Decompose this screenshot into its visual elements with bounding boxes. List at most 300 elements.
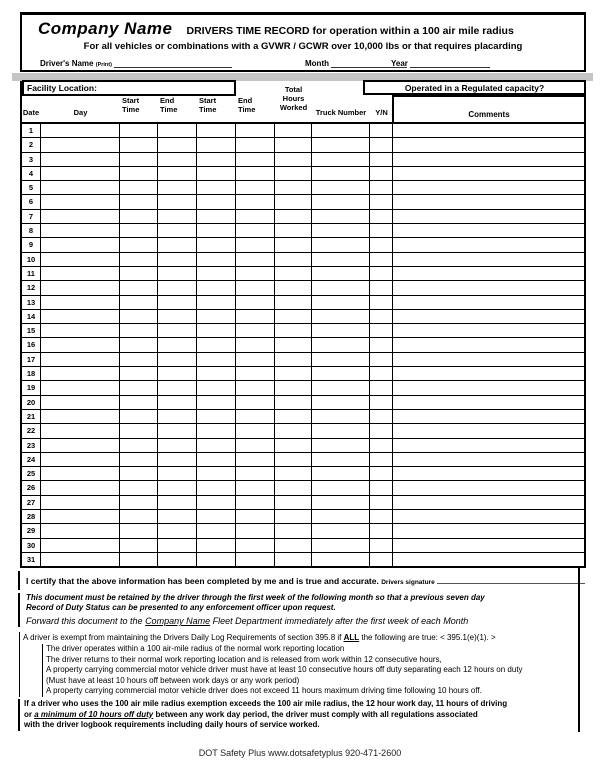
e2-entry-cell[interactable] <box>236 510 275 523</box>
certification-block <box>18 571 566 590</box>
truck-entry-cell[interactable] <box>312 524 370 537</box>
e2-entry-cell[interactable] <box>236 396 275 409</box>
s2-entry-cell[interactable] <box>197 496 236 509</box>
s2-entry-cell[interactable] <box>197 281 236 294</box>
e2-entry-cell[interactable] <box>236 224 275 237</box>
s1-entry-cell[interactable] <box>120 553 158 566</box>
date-cell: 10 <box>22 253 41 266</box>
truck-entry-cell[interactable] <box>312 467 370 480</box>
day-entry-cell[interactable] <box>41 424 120 437</box>
s2-entry-cell[interactable] <box>197 353 236 366</box>
e2-entry-cell[interactable] <box>236 324 275 337</box>
truck-entry-cell[interactable] <box>312 281 370 294</box>
total-entry-cell[interactable] <box>275 253 312 266</box>
total-entry-cell[interactable] <box>275 181 312 194</box>
s1-entry-cell[interactable] <box>120 238 158 251</box>
truck-entry-cell[interactable] <box>312 167 370 180</box>
s1-entry-cell[interactable] <box>120 496 158 509</box>
e2-entry-cell[interactable] <box>236 181 275 194</box>
total-entry-cell[interactable] <box>275 281 312 294</box>
total-entry-cell[interactable] <box>275 153 312 166</box>
comments-entry-cell[interactable] <box>393 153 584 166</box>
yn-entry-cell[interactable] <box>370 381 393 394</box>
e1-entry-cell[interactable] <box>158 481 197 494</box>
comments-entry-cell[interactable] <box>393 167 584 180</box>
comments-entry-cell[interactable] <box>393 424 584 437</box>
yn-entry-cell[interactable] <box>370 153 393 166</box>
comments-entry-cell[interactable] <box>393 195 584 208</box>
truck-entry-cell[interactable] <box>312 396 370 409</box>
day-entry-cell[interactable] <box>41 224 120 237</box>
e1-entry-cell[interactable] <box>158 138 197 151</box>
e1-entry-cell[interactable] <box>158 524 197 537</box>
e2-entry-cell[interactable] <box>236 481 275 494</box>
driver-name-input[interactable] <box>114 59 232 68</box>
total-entry-cell[interactable] <box>275 453 312 466</box>
e1-entry-cell[interactable] <box>158 253 197 266</box>
day-entry-cell[interactable] <box>41 396 120 409</box>
facility-location-box[interactable] <box>22 80 236 96</box>
e1-entry-cell[interactable] <box>158 324 197 337</box>
e2-entry-cell[interactable] <box>236 439 275 452</box>
comments-entry-cell[interactable] <box>393 181 584 194</box>
day-entry-cell[interactable] <box>41 253 120 266</box>
e2-entry-cell[interactable] <box>236 167 275 180</box>
e2-entry-cell[interactable] <box>236 210 275 223</box>
s2-entry-cell[interactable] <box>197 467 236 480</box>
truck-entry-cell[interactable] <box>312 410 370 423</box>
truck-entry-cell[interactable] <box>312 496 370 509</box>
truck-entry-cell[interactable] <box>312 210 370 223</box>
comments-entry-cell[interactable] <box>393 124 584 137</box>
truck-entry-cell[interactable] <box>312 324 370 337</box>
end-time-2-column-header: End Time <box>238 96 256 114</box>
day-entry-cell[interactable] <box>41 381 120 394</box>
day-entry-cell[interactable] <box>41 267 120 280</box>
e2-entry-cell[interactable] <box>236 381 275 394</box>
s2-entry-cell[interactable] <box>197 124 236 137</box>
total-entry-cell[interactable] <box>275 224 312 237</box>
comments-entry-cell[interactable] <box>393 224 584 237</box>
s1-entry-cell[interactable] <box>120 310 158 323</box>
yn-entry-cell[interactable] <box>370 253 393 266</box>
comments-entry-cell[interactable] <box>393 510 584 523</box>
comments-entry-cell[interactable] <box>393 353 584 366</box>
e1-entry-cell[interactable] <box>158 195 197 208</box>
truck-entry-cell[interactable] <box>312 238 370 251</box>
yn-entry-cell[interactable] <box>370 553 393 566</box>
e2-entry-cell[interactable] <box>236 253 275 266</box>
total-entry-cell[interactable] <box>275 338 312 351</box>
s2-entry-cell[interactable] <box>197 510 236 523</box>
comments-entry-cell[interactable] <box>393 439 584 452</box>
s2-entry-cell[interactable] <box>197 238 236 251</box>
e1-entry-cell[interactable] <box>158 210 197 223</box>
s1-entry-cell[interactable] <box>120 467 158 480</box>
yn-entry-cell[interactable] <box>370 524 393 537</box>
e1-entry-cell[interactable] <box>158 553 197 566</box>
e2-entry-cell[interactable] <box>236 296 275 309</box>
s1-entry-cell[interactable] <box>120 410 158 423</box>
day-entry-cell[interactable] <box>41 124 120 137</box>
day-entry-cell[interactable] <box>41 439 120 452</box>
year-input[interactable] <box>410 59 490 68</box>
comments-entry-cell[interactable] <box>393 324 584 337</box>
comments-entry-cell[interactable] <box>393 138 584 151</box>
e2-entry-cell[interactable] <box>236 467 275 480</box>
s2-entry-cell[interactable] <box>197 195 236 208</box>
total-entry-cell[interactable] <box>275 524 312 537</box>
e1-entry-cell[interactable] <box>158 238 197 251</box>
total-entry-cell[interactable] <box>275 481 312 494</box>
truck-entry-cell[interactable] <box>312 195 370 208</box>
e2-entry-cell[interactable] <box>236 539 275 552</box>
total-entry-cell[interactable] <box>275 353 312 366</box>
total-entry-cell[interactable] <box>275 396 312 409</box>
s1-entry-cell[interactable] <box>120 453 158 466</box>
total-entry-cell[interactable] <box>275 267 312 280</box>
yn-entry-cell[interactable] <box>370 281 393 294</box>
truck-entry-cell[interactable] <box>312 439 370 452</box>
s2-entry-cell[interactable] <box>197 381 236 394</box>
day-entry-cell[interactable] <box>41 338 120 351</box>
s1-entry-cell[interactable] <box>120 267 158 280</box>
truck-entry-cell[interactable] <box>312 481 370 494</box>
e2-entry-cell[interactable] <box>236 453 275 466</box>
comments-entry-cell[interactable] <box>393 210 584 223</box>
comments-entry-cell[interactable] <box>393 481 584 494</box>
e1-entry-cell[interactable] <box>158 367 197 380</box>
fields-line <box>22 59 584 72</box>
yn-entry-cell[interactable] <box>370 310 393 323</box>
s1-entry-cell[interactable] <box>120 210 158 223</box>
table-row <box>22 138 584 152</box>
e1-entry-cell[interactable] <box>158 281 197 294</box>
s2-entry-cell[interactable] <box>197 324 236 337</box>
comments-entry-cell[interactable] <box>393 396 584 409</box>
s2-entry-cell[interactable] <box>197 253 236 266</box>
day-entry-cell[interactable] <box>41 410 120 423</box>
s2-entry-cell[interactable] <box>197 410 236 423</box>
s1-entry-cell[interactable] <box>120 253 158 266</box>
day-entry-cell[interactable] <box>41 467 120 480</box>
e2-entry-cell[interactable] <box>236 424 275 437</box>
yn-entry-cell[interactable] <box>370 410 393 423</box>
s2-entry-cell[interactable] <box>197 153 236 166</box>
total-entry-cell[interactable] <box>275 310 312 323</box>
comments-entry-cell[interactable] <box>393 496 584 509</box>
s2-entry-cell[interactable] <box>197 553 236 566</box>
comments-entry-cell[interactable] <box>393 296 584 309</box>
yn-entry-cell[interactable] <box>370 353 393 366</box>
comments-entry-cell[interactable] <box>393 310 584 323</box>
s2-entry-cell[interactable] <box>197 524 236 537</box>
date-cell: 28 <box>22 510 41 523</box>
yn-entry-cell[interactable] <box>370 367 393 380</box>
comments-entry-cell[interactable] <box>393 238 584 251</box>
s2-entry-cell[interactable] <box>197 481 236 494</box>
e1-entry-cell[interactable] <box>158 224 197 237</box>
day-entry-cell[interactable] <box>41 367 120 380</box>
truck-entry-cell[interactable] <box>312 153 370 166</box>
truck-entry-cell[interactable] <box>312 381 370 394</box>
table-row <box>22 210 584 224</box>
comments-entry-cell[interactable] <box>393 281 584 294</box>
total-entry-cell[interactable] <box>275 510 312 523</box>
truck-entry-cell[interactable] <box>312 338 370 351</box>
s2-entry-cell[interactable] <box>197 310 236 323</box>
comments-entry-cell[interactable] <box>393 253 584 266</box>
e1-entry-cell[interactable] <box>158 410 197 423</box>
year-field-group <box>391 59 490 68</box>
truck-entry-cell[interactable] <box>312 296 370 309</box>
e1-entry-cell[interactable] <box>158 467 197 480</box>
comments-entry-cell[interactable] <box>393 367 584 380</box>
truck-entry-cell[interactable] <box>312 138 370 151</box>
comments-entry-cell[interactable] <box>393 524 584 537</box>
total-entry-cell[interactable] <box>275 138 312 151</box>
retention-line-2: Record of Duty Status can be presented to any enforcement officer upon request. <box>26 603 336 612</box>
total-entry-cell[interactable] <box>275 324 312 337</box>
s2-entry-cell[interactable] <box>197 210 236 223</box>
comments-entry-cell[interactable] <box>393 553 584 566</box>
yn-entry-cell[interactable] <box>370 396 393 409</box>
s1-entry-cell[interactable] <box>120 381 158 394</box>
yn-entry-cell[interactable] <box>370 138 393 151</box>
e1-entry-cell[interactable] <box>158 267 197 280</box>
total-entry-cell[interactable] <box>275 553 312 566</box>
day-entry-cell[interactable] <box>41 310 120 323</box>
day-entry-cell[interactable] <box>41 510 120 523</box>
yn-entry-cell[interactable] <box>370 439 393 452</box>
comments-entry-cell[interactable] <box>393 338 584 351</box>
total-entry-cell[interactable] <box>275 410 312 423</box>
yn-entry-cell[interactable] <box>370 124 393 137</box>
yn-entry-cell[interactable] <box>370 453 393 466</box>
day-entry-cell[interactable] <box>41 481 120 494</box>
warning-or: or <box>24 709 35 719</box>
s2-entry-cell[interactable] <box>197 296 236 309</box>
s1-entry-cell[interactable] <box>120 481 158 494</box>
yn-entry-cell[interactable] <box>370 481 393 494</box>
s1-entry-cell[interactable] <box>120 195 158 208</box>
e1-entry-cell[interactable] <box>158 310 197 323</box>
yn-entry-cell[interactable] <box>370 167 393 180</box>
date-cell: 7 <box>22 210 41 223</box>
day-entry-cell[interactable] <box>41 453 120 466</box>
yn-entry-cell[interactable] <box>370 539 393 552</box>
s2-entry-cell[interactable] <box>197 453 236 466</box>
yn-entry-cell[interactable] <box>370 467 393 480</box>
e2-entry-cell[interactable] <box>236 267 275 280</box>
e2-entry-cell[interactable] <box>236 367 275 380</box>
total-entry-cell[interactable] <box>275 439 312 452</box>
s1-entry-cell[interactable] <box>120 353 158 366</box>
yn-entry-cell[interactable] <box>370 510 393 523</box>
day-entry-cell[interactable] <box>41 281 120 294</box>
s1-entry-cell[interactable] <box>120 324 158 337</box>
s1-entry-cell[interactable] <box>120 281 158 294</box>
total-entry-cell[interactable] <box>275 167 312 180</box>
e2-entry-cell[interactable] <box>236 281 275 294</box>
comments-entry-cell[interactable] <box>393 453 584 466</box>
day-entry-cell[interactable] <box>41 181 120 194</box>
s1-entry-cell[interactable] <box>120 367 158 380</box>
e2-entry-cell[interactable] <box>236 138 275 151</box>
truck-entry-cell[interactable] <box>312 453 370 466</box>
e2-entry-cell[interactable] <box>236 238 275 251</box>
s1-entry-cell[interactable] <box>120 224 158 237</box>
day-entry-cell[interactable] <box>41 496 120 509</box>
day-entry-cell[interactable] <box>41 324 120 337</box>
day-entry-cell[interactable] <box>41 167 120 180</box>
day-entry-cell[interactable] <box>41 195 120 208</box>
table-row <box>22 124 584 138</box>
e1-entry-cell[interactable] <box>158 539 197 552</box>
day-entry-cell[interactable] <box>41 539 120 552</box>
comments-entry-cell[interactable] <box>393 410 584 423</box>
e1-entry-cell[interactable] <box>158 124 197 137</box>
yn-entry-cell[interactable] <box>370 496 393 509</box>
s2-entry-cell[interactable] <box>197 539 236 552</box>
truck-entry-cell[interactable] <box>312 553 370 566</box>
e2-entry-cell[interactable] <box>236 310 275 323</box>
e2-entry-cell[interactable] <box>236 524 275 537</box>
e1-entry-cell[interactable] <box>158 167 197 180</box>
day-entry-cell[interactable] <box>41 238 120 251</box>
total-entry-cell[interactable] <box>275 467 312 480</box>
comments-entry-cell[interactable] <box>393 539 584 552</box>
truck-entry-cell[interactable] <box>312 539 370 552</box>
s1-entry-cell[interactable] <box>120 338 158 351</box>
e2-entry-cell[interactable] <box>236 338 275 351</box>
truck-entry-cell[interactable] <box>312 310 370 323</box>
truck-entry-cell[interactable] <box>312 224 370 237</box>
date-cell: 14 <box>22 310 41 323</box>
e1-entry-cell[interactable] <box>158 496 197 509</box>
yn-entry-cell[interactable] <box>370 238 393 251</box>
day-entry-cell[interactable] <box>41 353 120 366</box>
e2-entry-cell[interactable] <box>236 496 275 509</box>
e1-entry-cell[interactable] <box>158 296 197 309</box>
end-time-1-column-header: End Time <box>160 96 178 114</box>
s1-entry-cell[interactable] <box>120 439 158 452</box>
comments-entry-cell[interactable] <box>393 467 584 480</box>
day-entry-cell[interactable] <box>41 153 120 166</box>
total-entry-cell[interactable] <box>275 539 312 552</box>
s2-entry-cell[interactable] <box>197 167 236 180</box>
e1-entry-cell[interactable] <box>158 510 197 523</box>
s1-entry-cell[interactable] <box>120 124 158 137</box>
yn-entry-cell[interactable] <box>370 267 393 280</box>
s2-entry-cell[interactable] <box>197 138 236 151</box>
warning-line-3: with the driver logbook requirements including daily hours of service worked. <box>24 720 320 729</box>
yn-entry-cell[interactable] <box>370 296 393 309</box>
total-entry-cell[interactable] <box>275 424 312 437</box>
total-entry-cell[interactable] <box>275 381 312 394</box>
total-entry-cell[interactable] <box>275 124 312 137</box>
e2-entry-cell[interactable] <box>236 410 275 423</box>
s2-entry-cell[interactable] <box>197 267 236 280</box>
e1-entry-cell[interactable] <box>158 396 197 409</box>
s2-entry-cell[interactable] <box>197 367 236 380</box>
s1-entry-cell[interactable] <box>120 296 158 309</box>
yn-entry-cell[interactable] <box>370 210 393 223</box>
s1-entry-cell[interactable] <box>120 396 158 409</box>
s1-entry-cell[interactable] <box>120 181 158 194</box>
total-entry-cell[interactable] <box>275 367 312 380</box>
e1-entry-cell[interactable] <box>158 424 197 437</box>
day-entry-cell[interactable] <box>41 296 120 309</box>
s2-entry-cell[interactable] <box>197 224 236 237</box>
truck-entry-cell[interactable] <box>312 510 370 523</box>
yn-entry-cell[interactable] <box>370 224 393 237</box>
s1-entry-cell[interactable] <box>120 510 158 523</box>
s1-entry-cell[interactable] <box>120 539 158 552</box>
yn-entry-cell[interactable] <box>370 424 393 437</box>
e2-entry-cell[interactable] <box>236 153 275 166</box>
e2-entry-cell[interactable] <box>236 553 275 566</box>
total-entry-cell[interactable] <box>275 210 312 223</box>
day-entry-cell[interactable] <box>41 210 120 223</box>
truck-entry-cell[interactable] <box>312 353 370 366</box>
e1-entry-cell[interactable] <box>158 453 197 466</box>
e2-entry-cell[interactable] <box>236 195 275 208</box>
s1-entry-cell[interactable] <box>120 167 158 180</box>
e1-entry-cell[interactable] <box>158 381 197 394</box>
s1-entry-cell[interactable] <box>120 524 158 537</box>
day-entry-cell[interactable] <box>41 553 120 566</box>
truck-entry-cell[interactable] <box>312 267 370 280</box>
yn-entry-cell[interactable] <box>370 324 393 337</box>
e1-entry-cell[interactable] <box>158 338 197 351</box>
e1-entry-cell[interactable] <box>158 439 197 452</box>
s1-entry-cell[interactable] <box>120 138 158 151</box>
s2-entry-cell[interactable] <box>197 181 236 194</box>
truck-entry-cell[interactable] <box>312 424 370 437</box>
truck-entry-cell[interactable] <box>312 367 370 380</box>
drivers-signature-input[interactable] <box>437 576 585 584</box>
truck-entry-cell[interactable] <box>312 181 370 194</box>
e2-entry-cell[interactable] <box>236 353 275 366</box>
comments-entry-cell[interactable] <box>393 381 584 394</box>
e1-entry-cell[interactable] <box>158 153 197 166</box>
total-entry-cell[interactable] <box>275 238 312 251</box>
yn-entry-cell[interactable] <box>370 181 393 194</box>
e1-entry-cell[interactable] <box>158 181 197 194</box>
yn-entry-cell[interactable] <box>370 338 393 351</box>
s2-entry-cell[interactable] <box>197 439 236 452</box>
day-entry-cell[interactable] <box>41 524 120 537</box>
truck-entry-cell[interactable] <box>312 124 370 137</box>
s1-entry-cell[interactable] <box>120 153 158 166</box>
table-row <box>22 439 584 453</box>
s1-entry-cell[interactable] <box>120 424 158 437</box>
total-entry-cell[interactable] <box>275 496 312 509</box>
truck-entry-cell[interactable] <box>312 253 370 266</box>
e1-entry-cell[interactable] <box>158 353 197 366</box>
e2-entry-cell[interactable] <box>236 124 275 137</box>
exemption-item: The driver operates within a 100 air-mile radius of the normal work reporting location <box>46 644 345 653</box>
s2-entry-cell[interactable] <box>197 424 236 437</box>
comments-entry-cell[interactable] <box>393 267 584 280</box>
total-entry-cell[interactable] <box>275 195 312 208</box>
yn-entry-cell[interactable] <box>370 195 393 208</box>
s2-entry-cell[interactable] <box>197 338 236 351</box>
day-entry-cell[interactable] <box>41 138 120 151</box>
total-entry-cell[interactable] <box>275 296 312 309</box>
s2-entry-cell[interactable] <box>197 396 236 409</box>
